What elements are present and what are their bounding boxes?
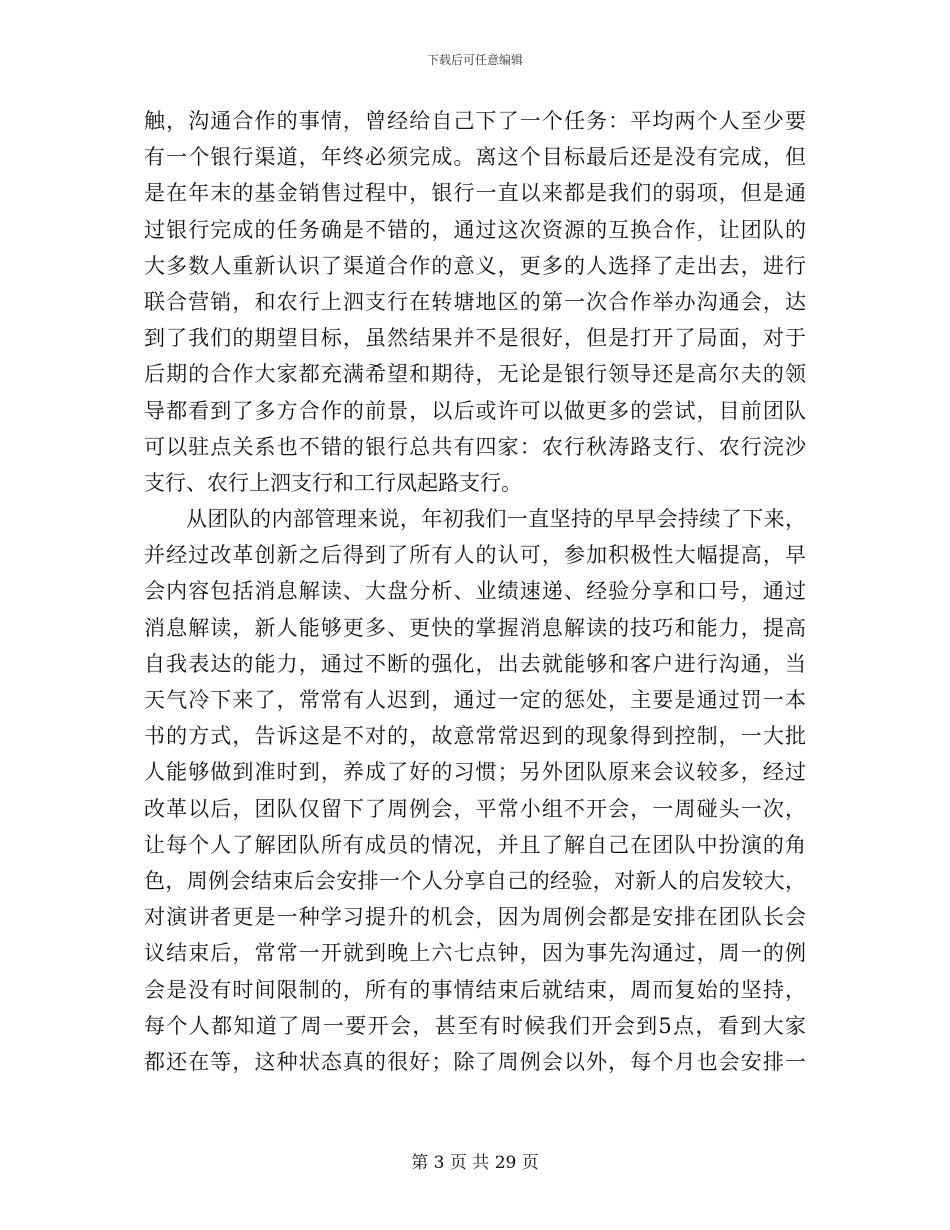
paragraph-2-line-15: 每个人都知道了周一要开会，甚至有时候我们开会到5点，看到大家 <box>144 1013 806 1038</box>
paragraph-1-line-5: 大多数人重新认识了渠道合作的意义，更多的人选择了走出去，进行 <box>144 253 806 278</box>
paragraph-1-line-9: 导都看到了多方合作的前景，以后或许可以做更多的尝试，目前团队 <box>144 398 806 423</box>
paragraph-1-line-8: 后期的合作大家都充满希望和期待，无论是银行领导还是高尔夫的领 <box>144 362 806 387</box>
paragraph-2-line-16: 都还在等，这种状态真的很好；除了周例会以外，每个月也会安排一 <box>144 1049 806 1074</box>
paragraph-1-line-6: 联合营销，和农行上泗支行在转塘地区的第一次合作举办沟通会，达 <box>144 289 806 314</box>
paragraph-1-line-4: 过银行完成的任务确是不错的，通过这次资源的互换合作，让团队的 <box>144 217 806 242</box>
document-body <box>144 103 806 1080</box>
paragraph-1-line-11: 支行、农行上泗支行和工行凤起路支行。 <box>144 470 522 495</box>
paragraph-1-line-7: 到了我们的期望目标，虽然结果并不是很好，但是打开了局面，对于 <box>144 326 806 351</box>
paragraph-2-line-13: 议结束后，常常一开就到晚上六七点钟，因为事先沟通过，周一的例 <box>144 941 806 966</box>
paragraph-2-line-3: 会内容包括消息解读、大盘分析、业绩速递、经验分享和口号，通过 <box>144 579 806 604</box>
paragraph-2-line-11: 色，周例会结束后会安排一个人分享自己的经验，对新人的启发较大， <box>144 868 806 893</box>
paragraph-2-line-9: 改革以后，团队仅留下了周例会，平常小组不开会，一周碰头一次， <box>144 796 806 821</box>
paragraph-2-line-5: 自我表达的能力，通过不断的强化，出去就能够和客户进行沟通，当 <box>144 651 806 676</box>
paragraph-2-line-7: 书的方式，告诉这是不对的，故意常常迟到的现象得到控制，一大批 <box>144 724 806 749</box>
paragraph-1-line-10: 可以驻点关系也不错的银行总共有四家：农行秋涛路支行、农行浣沙 <box>144 434 806 459</box>
page-header: 下载后可任意编辑 <box>426 53 523 67</box>
paragraph-1-line-2: 有一个银行渠道，年终必须完成。离这个目标最后还是没有完成，但 <box>144 145 806 170</box>
paragraph-2-line-10: 让每个人了解团队所有成员的情况，并且了解自己在团队中扮演的角 <box>144 832 806 857</box>
paragraph-1-line-3: 是在年末的基金销售过程中，银行一直以来都是我们的弱项，但是通 <box>144 181 806 206</box>
paragraph-2-line-14: 会是没有时间限制的，所有的事情结束后就结束，周而复始的坚持， <box>144 977 806 1002</box>
paragraph-2-line-2: 并经过改革创新之后得到了所有人的认可，参加积极性大幅提高，早 <box>144 543 806 568</box>
paragraph-2-line-6: 天气冷下来了，常常有人迟到，通过一定的惩处，主要是通过罚一本 <box>144 688 806 712</box>
paragraph-1-line-1: 触，沟通合作的事情，曾经给自己下了一个任务：平均两个人至少要 <box>144 109 806 133</box>
paragraph-2-line-12: 对演讲者更是一种学习提升的机会，因为周例会都是安排在团队长会 <box>144 905 806 930</box>
page-number-footer: 第 3 页 共 29 页 <box>411 1153 539 1173</box>
paragraph-2-line-1: 从团队的内部管理来说，年初我们一直坚持的早早会持续了下来， <box>186 507 806 532</box>
paragraph-2-line-8: 人能够做到准时到，养成了好的习惯；另外团队原来会议较多，经过 <box>144 760 806 785</box>
paragraph-2-line-4: 消息解读，新人能够更多、更快的掌握消息解读的技巧和能力，提高 <box>144 615 806 640</box>
